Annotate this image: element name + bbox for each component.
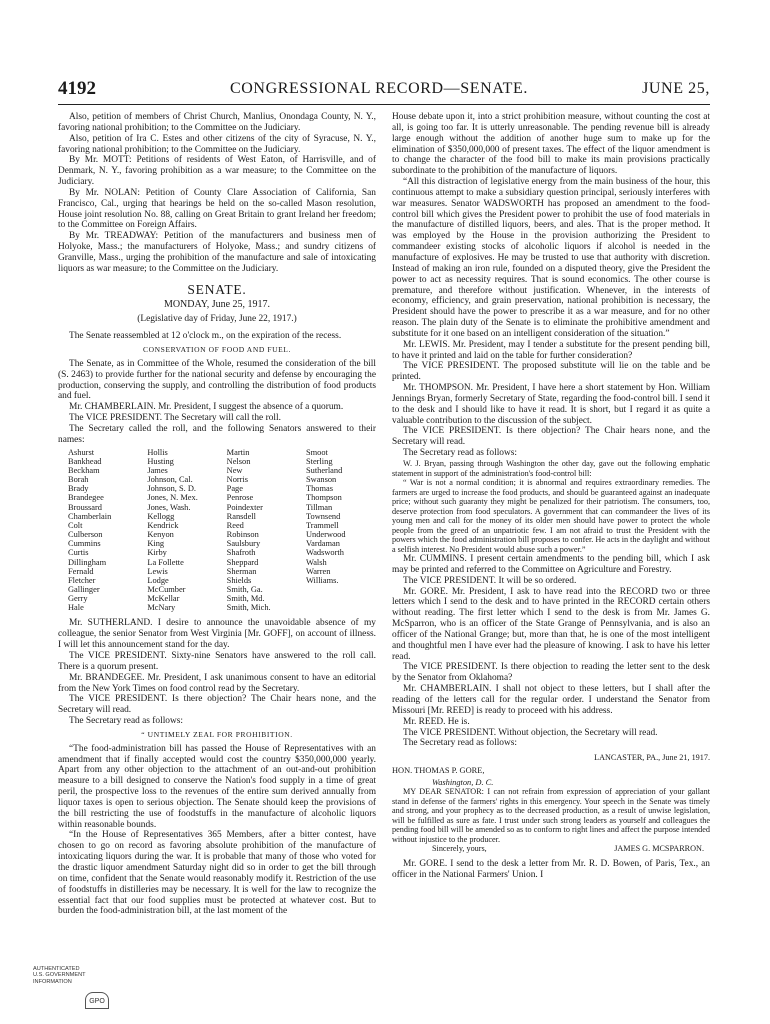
gpo-authentication-stamp (33, 966, 111, 1012)
senator-name: Chamberlain (68, 511, 112, 521)
bryan-statement-quote: “ War is not a normal condition; it is abnormal and requires extraordinary remedies. The farmers are urged to increase the food products, and should be guaranteed against an inadequate price; without such guaranty they might be penalized for their patriotism. The consumers, too, deserve protection from food speculators. A government that can commandeer the lives of its young men and call for the money of its older men should have power to protect the whole people from the greed of an unpatriotic few. I am not afraid to trust the President with the powers which the food administration bill proposes to confer. He acts in the daylight and without a selfish interest. No President would abuse such a power.” (392, 478, 710, 554)
senator-name: Norris (226, 475, 249, 485)
senate-date: MONDAY, June 25, 1917. (163, 298, 271, 310)
senator-name: Colt (68, 520, 83, 530)
letter-address-city: Washington, D. C. (432, 777, 494, 787)
food-section-heading: CONSERVATION OF FOOD AND FUEL. (143, 345, 291, 355)
senator-name: Walsh (305, 557, 327, 567)
letter-signature (392, 844, 710, 855)
proceeding-paragraph: The Secretary read as follows: (403, 738, 518, 749)
right-column (392, 112, 710, 881)
petition-paragraph: Also, petition of Ira C. Estes and other citizens of the city of Syracuse, N. Y., favoring national prohibition; to the Committee on the Judiciary. (58, 133, 376, 155)
senator-name: Thompson (305, 493, 342, 503)
senator-name: Williams. (305, 575, 339, 585)
proceeding-paragraph: Mr. THOMPSON. Mr. President, I have here a short statement by Hon. William Jennings Bryan, formerly Secretary of State, regarding the food-control bill. I send it to the desk and I should like to have it read. It is short, but I regard it as quite a valuable contribution to the discussion of the subject. (392, 383, 710, 426)
senator-name: Brady (68, 484, 89, 494)
petition-paragraph: Also, petition of members of Christ Church, Manlius, Onondaga County, N. Y., favoring national prohibition; to the Committee on the Judiciary. (58, 112, 376, 133)
proceeding-paragraph: The VICE PRESIDENT. The proposed substitute will lie on the table and be printed. (392, 361, 710, 383)
senator-name: Lewis (147, 566, 168, 576)
senator-name: Smoot (305, 447, 328, 457)
proceeding-paragraph: The VICE PRESIDENT. Is there objection? The Chair hears none, and the Secretary will read. (58, 694, 376, 716)
senator-name: Shields (226, 575, 252, 585)
letter-signer: JAMES G. MCSPARRON. (614, 844, 704, 854)
proceeding-paragraph: Mr. GORE. I send to the desk a letter from Mr. R. D. Bowen, of Paris, Tex., an officer in the National Farmers' Union. I (392, 859, 710, 880)
senator-name: Jones, Wash. (147, 502, 191, 512)
proceeding-paragraph: The Secretary called the roll, and the following Senators answered to their names: (58, 423, 376, 445)
senator-name: Page (226, 484, 243, 494)
editorial-paragraph: “The food-administration bill has passed the House of Representatives with an amendment that if finally accepted would cost the country $350,000,000 yearly. Apart from any other objection to the attachment of an out-and-out prohibition measure to a bill designed to conserve the Nation's food supply in a time of great peril, the prospective loss to the revenues of the entire sum derived annually from liquor taxes is open to serious objection. The Senate should keep the provisions of the bill restricting the use of foodstuffs in the manufacture of alcoholic liquors within reasonable bounds. (58, 743, 376, 830)
page-number: 4192 (58, 78, 96, 99)
proceeding-paragraph: The Senate, as in Committee of the Whole, resumed the consideration of the bill (S. 2463) to provide further for the national security and defense by encouraging the production, conserving the supply, and controlling the distribution of food products and fuel. (58, 358, 376, 402)
editorial-paragraph: “All this distraction of legislative energy from the main business of the hour, this continuous attempt to make a subsidiary question principal, seriously interferes with war measures. Senator WADSWORTH has proposed an amendment to the food-control bill which gives the President power to prohibit the use of food materials in the manufacture of distilled liquors, beers, and ales. That is the proper method. It was employed by the House in the provision authorizing the President to commandeer existing stocks of alcoholic liquors if alcohol is needed in the manufacture of explosives. He may be trusted to use that authority with discretion. Instead of making an iron rule, founded on a disputed theory, give the President the power to act as necessity requires. That is sound economics. The other course is premature, and therefore without justification. Whenever, in the interests of economy, efficiency, and grain preservation, national prohibition is necessary, the President should have the power to prescribe it as a war measure, and for no other reason. The plain duty of the Senate is to eliminate the prohibitive amendment and substitute for it one based on an intelligent consideration of the situation.” (392, 177, 710, 339)
senator-name: Warren (305, 566, 331, 576)
senator-name: Culberson (68, 530, 103, 540)
proceeding-paragraph: Mr. CUMMINS. I present certain amendments to the pending bill, which I ask may be printed and referred to the Committee on Agriculture and Forestry. (392, 554, 710, 575)
proceeding-paragraph: Mr. REED. He is. (403, 716, 470, 727)
senator-name: Borah (68, 475, 89, 485)
senator-name: Smith, Mich. (226, 603, 271, 613)
senator-name: Poindexter (226, 502, 263, 512)
reassemble-paragraph: The Senate reassembled at 12 o'clock m., on the expiration of the recess. (69, 331, 342, 342)
editorial-paragraph: “In the House of Representatives 365 Members, after a bitter contest, have chosen to go on record as favoring absolute prohibition of the manufacture of intoxicating liquors during the war. It is probable that many of those who voted for the drastic liquor amendment Saturday night did so in order to get the bill through on time, confident that the Senate would reasonably modify it. Restriction of the use of foodstuffs in distilleries may be necessary. It is well for the law to recognize the essential fact that our food supplies must be protected at whatever cost. But to burden the food-administration bill, at the last moment of the (58, 830, 376, 917)
senator-name: Smith, Ga. (226, 584, 263, 594)
proceeding-paragraph: The Secretary read as follows: (69, 716, 184, 727)
roll-call-column (68, 448, 138, 613)
roll-call-column (227, 448, 297, 613)
stamp-line: AUTHENTICATED (33, 966, 80, 972)
senator-name: Swanson (305, 475, 337, 485)
senator-name: Broussard (68, 502, 102, 512)
proceeding-paragraph: The VICE PRESIDENT. Is there objection to reading the letter sent to the desk by the Senator from Oklahoma? (392, 662, 710, 684)
senator-name: Kellogg (147, 511, 175, 521)
senator-name: Thomas (305, 484, 333, 494)
roll-call-column (147, 448, 217, 613)
roll-call-names (68, 448, 376, 613)
left-column (58, 112, 376, 917)
senator-name: Shafroth (226, 548, 256, 558)
senator-name: Sterling (305, 456, 333, 466)
senator-name: Trammell (305, 520, 339, 530)
gpo-logo: GPO (85, 992, 109, 1009)
senator-name: Martin (226, 447, 250, 457)
proceeding-paragraph: Mr. SUTHERLAND. I desire to announce the unavoidable absence of my colleague, the senior Senator from West Virginia [Mr. GOFF], on account of illness. I will let this announcement stand for the day. (58, 618, 376, 651)
letter-addressee: HON. THOMAS P. GORE, (392, 766, 485, 776)
senator-name: Kenyon (147, 530, 174, 540)
senator-name: Lodge (147, 575, 169, 585)
editorial-continuation: House debate upon it, into a strict prohibition measure, without counting the cost at all, is going too far. It is utterly unreasonable. The pending revenue bill is already large enough without the addition of another huge sum to make up for the elimination of $350,000,000 of present taxes. The effect of the liquor amendment is to change the character of the food bill to make its main provisions practically subordinate to the prohibition of the manufacture of liquors. (392, 112, 710, 177)
senator-name: La Follette (147, 557, 184, 567)
senator-name: Robinson (226, 530, 259, 540)
proceeding-paragraph: Mr. CHAMBERLAIN. I shall not object to these letters, but I shall after the reading of the letters call for the regular order. I understand the Senator from Missouri [Mr. REED] is ready to proceed with his address. (392, 684, 710, 716)
senator-name: Wadsworth (305, 548, 344, 558)
petition-paragraph: By Mr. NOLAN: Petition of County Clare Association of California, San Francisco, Cal., urging that hearings be held on the so-called Mason resolution, House joint resolution No. 88, calling on Great Britain to grant Ireland her freedom; to the Committee on Foreign Affairs. (58, 187, 376, 231)
senator-name: Ransdell (226, 511, 256, 521)
senator-name: Tillman (305, 502, 333, 512)
proceeding-paragraph: The VICE PRESIDENT. Without objection, the Secretary will read. (403, 727, 658, 738)
stamp-line: INFORMATION (33, 978, 72, 985)
senator-name: James (147, 465, 168, 475)
senate-heading: SENATE. (187, 281, 247, 297)
senator-name: McNary (147, 603, 176, 613)
proceeding-paragraph: Mr. BRANDEGEE. Mr. President, I ask unanimous consent to have an editorial from the New York Times on food control read by the Secretary. (58, 672, 376, 694)
proceeding-paragraph: Mr. GORE. Mr. President, I ask to have read into the RECORD two or three letters which I send to the desk and to have printed in the RECORD certain others without reading. The first letter which I send to the desk is from Mr. James G. McSparron, who is an officer of the State Grange of Pennsylvania, and is also an officer of the National Grange; but, more than that, he is one of the most intelligent and thoughtful men I have ever had the pleasure of knowing. I ask to have his letter read. (392, 586, 710, 662)
senator-name: Smith, Md. (226, 594, 265, 604)
senator-name: Hale (68, 603, 84, 613)
proceeding-paragraph: The VICE PRESIDENT. Is there objection? The Chair hears none, and the Secretary will read. (392, 426, 710, 448)
senator-name: McCumber (147, 584, 186, 594)
senator-name: Nelson (226, 456, 251, 466)
senator-name: Kendrick (147, 520, 179, 530)
senator-name: Ashurst (68, 447, 95, 457)
petition-paragraph: By Mr. MOTT: Petitions of residents of West Eaton, of Harrisville, and of Denmark, N. Y., favoring prohibition as a war measure; to the Committee on the Judiciary. (58, 155, 376, 188)
letter-closing: Sincerely, yours, (432, 844, 487, 854)
senator-name: Fernald (68, 566, 94, 576)
proceeding-paragraph: The Secretary read as follows: (403, 448, 518, 459)
publication-title: CONGRESSIONAL RECORD—SENATE. (230, 80, 529, 97)
page-date: JUNE 25, (642, 80, 710, 97)
senator-name: Hollis (147, 447, 168, 457)
senator-name: Kirby (147, 548, 167, 558)
senator-name: Penrose (226, 493, 254, 503)
proceeding-paragraph: The VICE PRESIDENT. It will be so ordered. (403, 575, 577, 586)
letter-body: MY DEAR SENATOR: I can not refrain from expression of appreciation of your gallant stand in defense of the farmers' rights in this emergency. Your speech in the Senate was timely and strong, and your prophecy as to the decreased production, as a result of unwise legislation, will be fulfilled as sure as fate. I trust under such strong leaders as yourself and colleagues the pending food bill will be amended so as to conform to right lines and affect the purpose intended without injustice to the producer. (392, 787, 710, 844)
senator-name: Beckham (68, 465, 100, 475)
senator-name: Vardaman (305, 539, 340, 549)
editorial-heading: “ UNTIMELY ZEAL FOR PROHIBITION. (141, 729, 293, 739)
senator-name: Brandegee (68, 493, 104, 503)
proceeding-paragraph: The VICE PRESIDENT. The Secretary will call the roll. (69, 413, 281, 424)
senator-name: Sutherland (305, 465, 343, 475)
letter-dateline: LANCASTER, PA., June 21, 1917. (594, 753, 710, 763)
senator-name: Dillingham (68, 557, 107, 567)
senator-name: Johnson, Cal. (147, 475, 193, 485)
senator-name: Sheppard (226, 557, 259, 567)
proceeding-paragraph: Mr. LEWIS. Mr. President, may I tender a substitute for the present pending bill, to have it printed and laid on the table for further consideration? (392, 339, 710, 361)
bryan-statement-intro: W. J. Bryan, passing through Washington the other day, gave out the following emphatic statement in support of the administration's food-control bill: (392, 459, 710, 478)
senator-name: Underwood (305, 530, 346, 540)
senator-name: New (226, 465, 243, 475)
legislative-day: (Legislative day of Friday, June 22, 1917.) (137, 314, 297, 325)
stamp-line: U.S. GOVERNMENT (33, 972, 86, 979)
proceeding-paragraph: Mr. CHAMBERLAIN. Mr. President, I suggest the absence of a quorum. (69, 402, 344, 413)
senator-name: Johnson, S. D. (147, 484, 196, 494)
senator-name: McKellar (147, 594, 180, 604)
senator-name: Reed (226, 520, 244, 530)
senator-name: Saulsbury (226, 539, 261, 549)
header-rule (58, 104, 710, 105)
senator-name: Curtis (68, 548, 89, 558)
proceeding-paragraph: The VICE PRESIDENT. Sixty-nine Senators have answered to the roll call. There is a quorum present. (58, 650, 376, 672)
senator-name: Husting (147, 456, 174, 466)
petition-paragraph: By Mr. TREADWAY: Petition of the manufacturers and business men of Holyoke, Mass.; the manufacturers of Holyoke, Mass.; and sundry citizens of Granville, Mass., urging the prohibition of the manufacture and sale of intoxicating liquors as war measure; to the Committee on the Judiciary. (58, 231, 376, 274)
roll-call-column (306, 448, 376, 613)
senator-name: Bankhead (68, 456, 102, 466)
senator-name: Jones, N. Mex. (147, 493, 198, 503)
senator-name: Townsend (305, 511, 341, 521)
senator-name: Gerry (68, 594, 88, 604)
senator-name: King (147, 539, 165, 549)
senator-name: Cummins (68, 539, 101, 549)
senator-name: Gallinger (68, 584, 100, 594)
senator-name: Fletcher (68, 575, 96, 585)
senator-name: Sherman (226, 566, 257, 576)
page-header (58, 78, 710, 102)
